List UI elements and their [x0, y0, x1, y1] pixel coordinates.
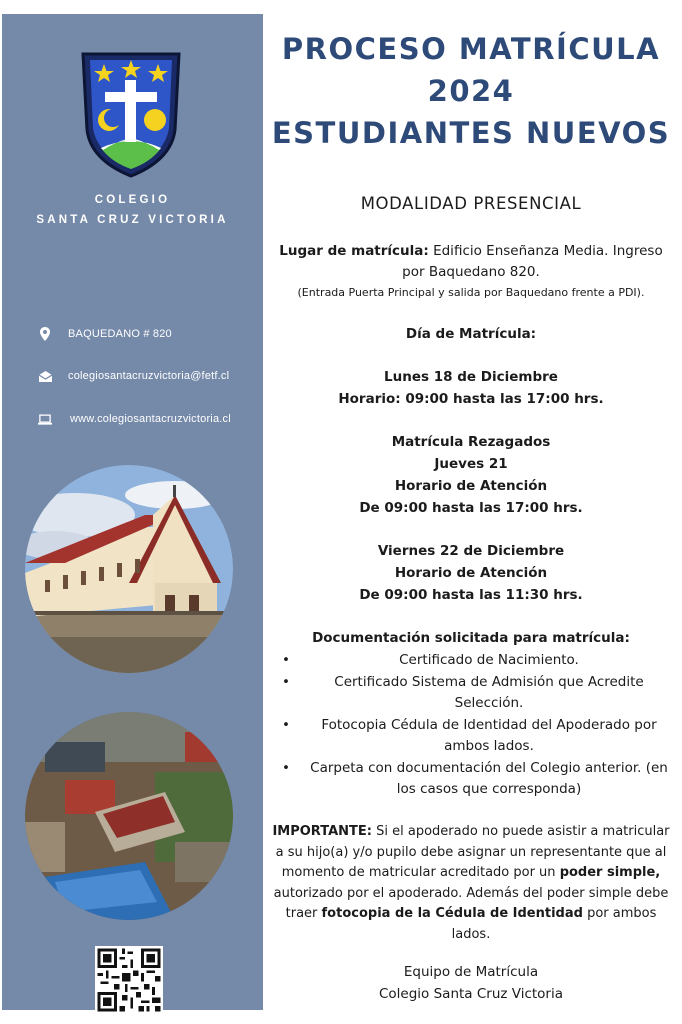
title-line3: ESTUDIANTES NUEVOS [271, 116, 671, 150]
friday-hours: De 09:00 hasta las 11:30 hrs. [359, 587, 583, 603]
location-line1 [268, 241, 674, 263]
documents-heading: Documentación solicitada para matrícula: [312, 630, 630, 646]
important-note: IMPORTANTE: Si el apoderado no puede asistir a matricular a su hijo(a) y/o pupilo debe asignar un representante que al momento de matricular acreditado por un poder simple, autorizado por el apoderado. Además del poder simple debe traer fotocopia de la Cédula de Identidad por ambos lados. [272, 824, 670, 942]
signature-line2: Colegio Santa Cruz Victoria [378, 986, 564, 1002]
school-name-line2: SANTA CRUZ VICTORIA [36, 214, 229, 226]
address-row [38, 327, 172, 341]
list-item: • Carpeta con documentación del Colegio anterior. (en los casos que corresponda) [282, 759, 668, 797]
website-row[interactable] [38, 412, 231, 426]
list-item: • Fotocopia Cédula de Identidad del Apoderado por ambos lados. [282, 716, 657, 754]
address-text: BAQUEDANO # 820 [68, 328, 172, 340]
church-photo [25, 465, 233, 673]
qr-code [95, 946, 163, 1014]
late-label: Horario de Atención [394, 478, 548, 494]
signature-line1: Equipo de Matrícula [403, 964, 539, 980]
location-line2: por Baquedano 820. [402, 264, 540, 280]
school-crest-logo [79, 50, 183, 180]
location-label: Lugar de matrícula: [279, 243, 429, 259]
envelope-icon [38, 369, 52, 383]
documents-list [282, 650, 674, 801]
location-note: (Entrada Puerta Principal y salida por Baquedano frente a PDI). [297, 286, 645, 299]
location-text: Edificio Enseñanza Media. Ingreso [428, 243, 663, 259]
list-item: • Certificado de Nacimiento. [282, 652, 579, 668]
main-date: Lunes 18 de Diciembre [384, 369, 558, 385]
list-item: • Certificado Sistema de Admisión que Acredite Selección. [282, 673, 644, 711]
school-name-line1: COLEGIO [94, 194, 171, 206]
late-hours: De 09:00 hasta las 17:00 hrs. [359, 500, 583, 516]
late-day: Jueves 21 [434, 456, 508, 472]
email-row[interactable] [38, 369, 229, 383]
important-label: IMPORTANTE: [272, 824, 372, 839]
friday-date: Viernes 22 de Diciembre [377, 543, 565, 559]
sidebar [2, 14, 263, 1010]
main-hours: Horario: 09:00 hasta las 17:00 hrs. [338, 391, 604, 407]
modality-heading: MODALIDAD PRESENCIAL [360, 194, 582, 213]
friday-label: Horario de Atención [394, 565, 548, 581]
laptop-icon [38, 412, 52, 426]
email-text[interactable]: colegiosantacruzvictoria@fetf.cl [68, 370, 230, 382]
website-text[interactable]: www.colegiosantacruzvictoria.cl [70, 413, 231, 425]
location-pin-icon [38, 327, 52, 341]
title-line2: 2024 [427, 74, 515, 108]
day-heading: Día de Matrícula: [405, 326, 537, 342]
aerial-campus-photo [25, 712, 233, 920]
title-line1: PROCESO MATRÍCULA [281, 32, 661, 66]
late-heading: Matrícula Rezagados [391, 434, 551, 450]
